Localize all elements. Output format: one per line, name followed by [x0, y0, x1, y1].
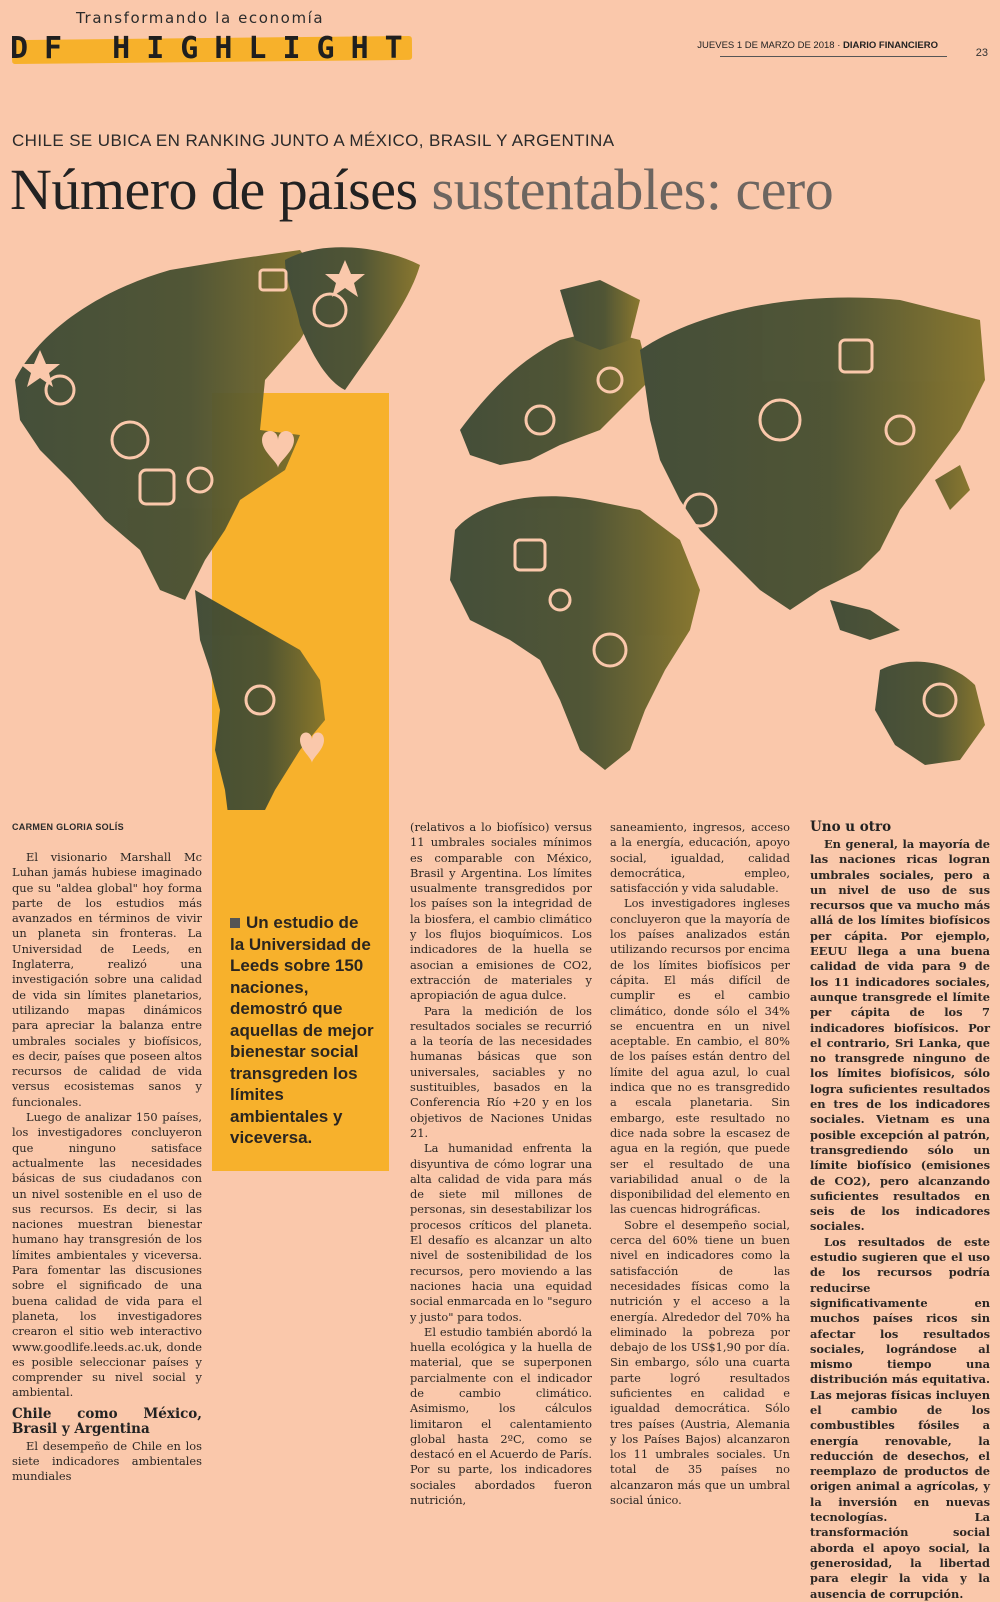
- article-column-3: [610, 820, 790, 1508]
- article-headline: [10, 155, 833, 225]
- paragraph: El estudio también abordó la huella ecológica y la huella de material, que se superponen parcialmente con el indicador de cambio climático. Asimismo, los cálculos limitaron el calentamiento global hasta 2ºC, como se destacó en el Acuerdo de París. Por su parte, los indicadores sociales abordados fueron nutrición,: [410, 1324, 592, 1508]
- paragraph: La humanidad enfrenta la disyuntiva de cómo lograr una alta calidad de vida para más de siete mil millones de personas, sin desestabilizar los procesos críticos del planeta. El desafío es alcanzar un alto nivel de sostenibilidad de los recursos, pero moviendo a las naciones hacia una equidad social enmarcada en lo "seguro y justo" para todos.: [410, 1141, 592, 1324]
- pull-quote-bullet: [230, 918, 240, 928]
- subhead-chile: Chile como México, Brasil y Argentina: [12, 1405, 202, 1437]
- north-america-shape: [15, 250, 330, 600]
- paragraph: Los resultados de este estudio sugieren que el uso de los recursos podría reducirse significativamente en muchos países ricos sin afectar los resultados sociales, lográndose al mismo tiempo una distribución más equitativa. Las mejoras físicas incluyen el cambio de los combustibles fósiles a energía renovable, la reducción de desechos, el reemplazo de productos de origen animal a agrícolas, y la inversión en nuevas tecnologías. La transformación social aborda el apoyo social, la generosidad, la libertad para elegir la vida y la ausencia de corrupción.: [810, 1234, 990, 1601]
- issue-date: JUEVES 1 DE MARZO DE 2018 ·: [697, 40, 843, 51]
- pull-quote-text: Un estudio de la Universidad de Leeds sobre 150 naciones, demostró que aquellas de mejor bienestar social transgreden los límites ambientales y viceversa.: [230, 913, 374, 1147]
- article-column-1: [12, 850, 202, 1485]
- subhead-uno-u-otro: Uno u otro: [810, 819, 892, 835]
- headline-part-a: Número de países: [10, 157, 432, 222]
- asia-shape: [640, 297, 985, 610]
- article-overline: CHILE SE UBICA EN RANKING JUNTO A MÉXICO, BRASIL Y ARGENTINA: [12, 131, 615, 150]
- paragraph: En general, la mayoría de las naciones ricas logran umbrales sociales, pero a un nivel de uso de sus recursos que va mucho más allá de los límites biofísicos per cápita. Por ejemplo, EEUU llega a una buena calidad de vida para 9 de los 11 indicadores sociales, aunque transgrede el límite per cápita de los 7 indicadores biofísicos. Por el contrario, Sri Lanka, que no transgrede ninguno de los límites biofísicos, sólo logra suficientes resultados en tres de los indicadores sociales. Vietnam es una posible excepción al patrón, transgrediendo sólo un límite biofísico (emisiones de CO2), pero alcanzando suficientes resultados en seis de los indicadores sociales.: [810, 837, 990, 1234]
- headline-part-b: sustentables: cero: [431, 157, 834, 222]
- paragraph: Para la medición de los resultados sociales se recurrió a la teoría de las necesidades humanas básicas que son universales, saciables y no sustituibles, basados en la Conferencia Río +20 y en los objetivos de Naciones Unidas 21.: [410, 1003, 592, 1140]
- page-number: 23: [975, 47, 988, 59]
- article-column-2: [410, 820, 592, 1508]
- world-map-illustration: [0, 230, 1000, 810]
- paragraph: (relativos a lo biofísico) versus 11 umbrales sociales mínimos es comparable con México, Brasil y Argentina. Los límites usualmente transgredidos por los países son la integridad de la biosfera, el cambio climático y los flujos bioquímicos. Los indicadores de la huella se asocian a emisiones de CO2, extracción de materiales y apropiación de agua dulce.: [410, 820, 592, 1003]
- dateline: [697, 40, 938, 51]
- paragraph: Luego de analizar 150 países, los investigadores concluyeron que ninguno satisface actualmente las necesidades básicas de sus ciudadanos con un nivel sostenible en el uso de sus recursos. Es decir, si las naciones muestran bienestar humano hay transgresión de los límites ambientales y viceversa. Para fomentar las discusiones sobre el significado de una buena calidad de vida para el planeta, los investigadores crearon el sitio web interactivo www.goodlife.leeds.ac.uk, donde es posible seleccionar países y comprender su nivel social y ambiental.: [12, 1110, 202, 1400]
- africa-shape: [450, 496, 700, 770]
- pull-quote: [230, 912, 376, 1149]
- europe-shape: [460, 330, 650, 465]
- south-america-shape: [195, 590, 325, 810]
- paragraph: El desempeño de Chile en los siete indicadores ambientales mundiales: [12, 1438, 202, 1484]
- paragraph: saneamiento, ingresos, acceso a la energía, educación, apoyo social, igualdad, calidad democrática, empleo, satisfacción y vida saludable.: [610, 820, 790, 896]
- section-brand: DF HIGHLIGHT: [10, 31, 419, 66]
- byline: CARMEN GLORIA SOLÍS: [12, 822, 124, 832]
- heart-icon: [300, 733, 324, 764]
- publication-name: DIARIO FINANCIERO: [843, 40, 938, 51]
- paragraph: Los investigadores ingleses concluyeron que la mayoría de los países analizados están utilizando recursos por encima de los límites biofísicos per cápita. El más difícil de cumplir es el cambio climático, donde sólo el 34% se encuentra en un nivel aceptable. En cambio, el 80% de los países están dentro del límite del agua azul, lo cual indica que no es transgredido a escala planetaria. Sin embargo, este resultado no dice nada sobre la escasez de agua en la región, que puede ser el resultado de una variabilidad anual o de la disponibilidad del elemento en las cuencas hidrográficas.: [610, 896, 790, 1217]
- paragraph: El visionario Marshall Mc Luhan jamás hubiese imaginado que su "aldea global" hoy forma parte de los estudios más avanzados en términos de vivir un planeta sin fronteras. La Universidad de Leeds, en Inglaterra, realizó una investigación sobre una calidad de vida sin límites planetarios, utilizando mapas dinámicos para apreciar la balanza entre umbrales sociales y biofísicos, es decir, países que poseen altos recursos de calidad de vida versus ecosistemas sanos y funcionales.: [12, 850, 202, 1109]
- greenland-shape: [285, 247, 420, 390]
- paragraph: Sobre el desempeño social, cerca del 60% tiene un buen nivel en indicadores como la satisfacción de las necesidades físicas como la nutrición y el acceso a la energía. Alrededor del 70% ha eliminado la pobreza por debajo de los US$1,90 por día. Sin embargo, sólo una cuarta parte logró resultados suficientes en calidad e igualdad democrática. Sólo tres países (Austria, Alemania y los Países Bajos) alcanzaron los 11 umbrales sociales. Un total de 35 países no alcanzaron más que un umbral social único.: [610, 1217, 790, 1508]
- header-rule: [720, 56, 947, 57]
- section-kicker: Transformando la economía: [76, 9, 325, 27]
- article-column-4: [810, 820, 990, 1602]
